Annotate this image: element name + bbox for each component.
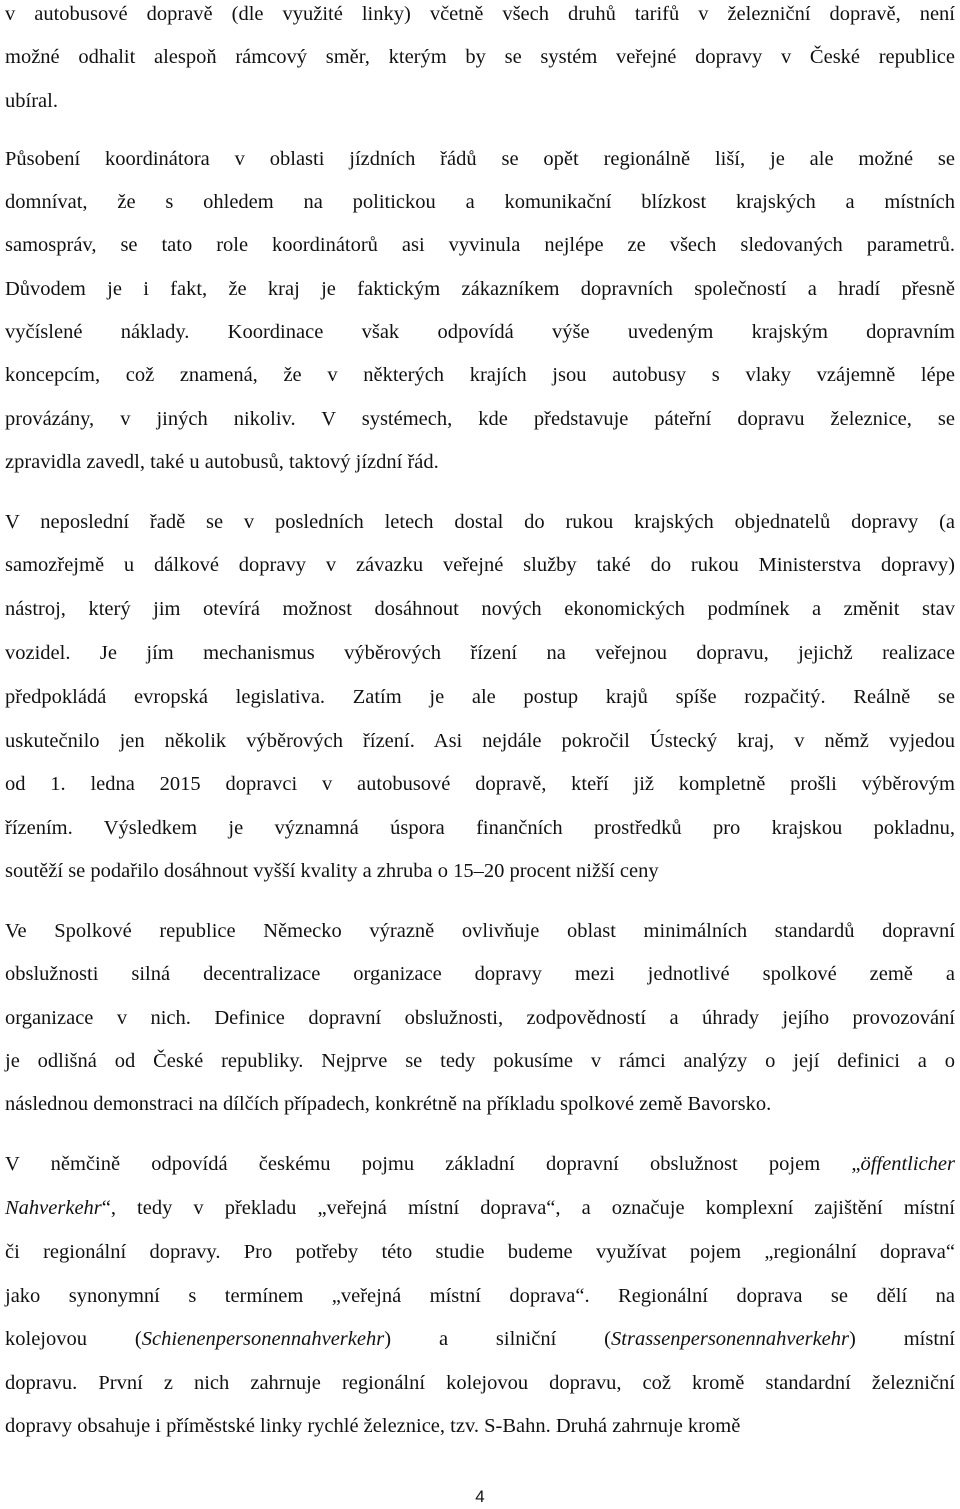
text-run: “, tedy v překladu „veřejná místní doprava“, a označuje komplexní zajištění místní [101,1197,955,1219]
text-line: Důvodem je i fakt, že kraj je faktickým zákazníkem dopravních společností a hradí přesně [5,278,955,300]
text-run: dopravu. První z nich zahrnuje regionální kolejovou dopravu, což kromě standardní železniční [5,1372,955,1394]
text-run: dopravy obsahuje i příměstské linky rychlé železnice, tzv. S-Bahn. Druhá zahrnuje kromě [5,1415,741,1437]
text-run: či regionální dopravy. Pro potřeby této studie budeme využívat pojem „regionální doprava“ [5,1241,955,1263]
text-line: možné odhalit alespoň rámcový směr, kterým by se systém veřejné dopravy v České republice [5,46,955,68]
italic-term: Strassenpersonennahverkehr [611,1328,849,1350]
page-number: 4 [475,1487,485,1506]
text-run: kolejovou ( [5,1328,142,1350]
text-line: předpokládá evropská legislativa. Zatím je ale postup krajů spíše rozpačitý. Reálně se [5,686,955,708]
text-line: provázány, v jiných nikoliv. V systémech, kde představuje páteřní dopravu železnice, se [5,408,955,430]
text-run: jako synonymní s termínem „veřejná místní doprava“. Regionální doprava se dělí na [5,1285,955,1307]
text-run: V němčině odpovídá českému pojmu základní dopravní obslužnost pojem „ [5,1153,861,1175]
text-line: nástroj, který jim otevírá možnost dosáhnout nových ekonomických podmínek a změnit stav [5,598,955,620]
italic-term: öffentlicher [860,1153,955,1175]
text-line: následnou demonstraci na dílčích případech, konkrétně na příkladu spolkové země Bavorsko. [5,1093,772,1115]
text-run: ) a silniční ( [384,1328,612,1350]
text-line [5,1324,955,1354]
text-line: vozidel. Je jím mechanismus výběrových řízení na veřejnou dopravu, jejichž realizace [5,642,955,664]
text-line: uskutečnilo jen několik výběrových řízení. Asi nejdále pokročil Ústecký kraj, v němž vyjedou [5,730,955,752]
text-line: vyčíslené náklady. Koordinace však odpovídá výše uvedeným krajským dopravním [5,321,955,343]
text-line [5,1411,955,1441]
text-line [5,1368,955,1398]
text-line [5,1237,955,1267]
text-line: domnívat, že s ohledem na politickou a komunikační blízkost krajských a místních [5,191,955,213]
text-line [5,1149,955,1179]
text-line: je odlišná od České republiky. Nejprve se tedy pokusíme v rámci analýzy o její definici a o [5,1050,955,1072]
text-line: samospráv, se tato role koordinátorů asi vyvinula nejlépe ze všech sledovaných parametrů. [5,234,955,256]
text-line: v autobusové dopravě (dle využité linky) včetně všech druhů tarifů v železniční dopravě, není [5,3,955,25]
text-line: V neposlední řadě se v posledních letech dostal do rukou krajských objednatelů dopravy (a [5,511,955,533]
text-line [5,1193,955,1223]
text-line: Působení koordinátora v oblasti jízdních řádů se opět regionálně liší, je ale možné se [5,148,955,170]
italic-term: Schienenpersonennahverkehr [141,1328,385,1350]
text-line: organizace v nich. Definice dopravní obslužnosti, zodpovědností a úhrady jejího provozování [5,1007,955,1029]
text-line: samozřejmě u dálkové dopravy v závazku veřejné služby také do rukou Ministerstva dopravy) [5,554,955,576]
text-line: od 1. ledna 2015 dopravci v autobusové dopravě, kteří již kompletně prošli výběrovým [5,773,955,795]
text-line: koncepcím, což znamená, že v některých krajích jsou autobusy s vlaky vzájemně lépe [5,364,955,386]
text-line: obslužnosti silná decentralizace organizace dopravy mezi jednotlivé spolkové země a [5,963,955,985]
text-line: Ve Spolkové republice Německo výrazně ovlivňuje oblast minimálních standardů dopravní [5,920,955,942]
text-line: řízením. Výsledkem je významná úspora finančních prostředků pro krajskou pokladnu, [5,817,955,839]
text-line [5,1281,955,1311]
text-run: ) místní [849,1328,955,1350]
text-line: ubíral. [5,90,58,112]
text-line: soutěží se podařilo dosáhnout vyšší kvality a zhruba o 15–20 procent nižší ceny [5,860,659,882]
text-line: zpravidla zavedl, také u autobusů, taktový jízdní řád. [5,451,439,473]
italic-term: Nahverkehr [5,1197,102,1219]
